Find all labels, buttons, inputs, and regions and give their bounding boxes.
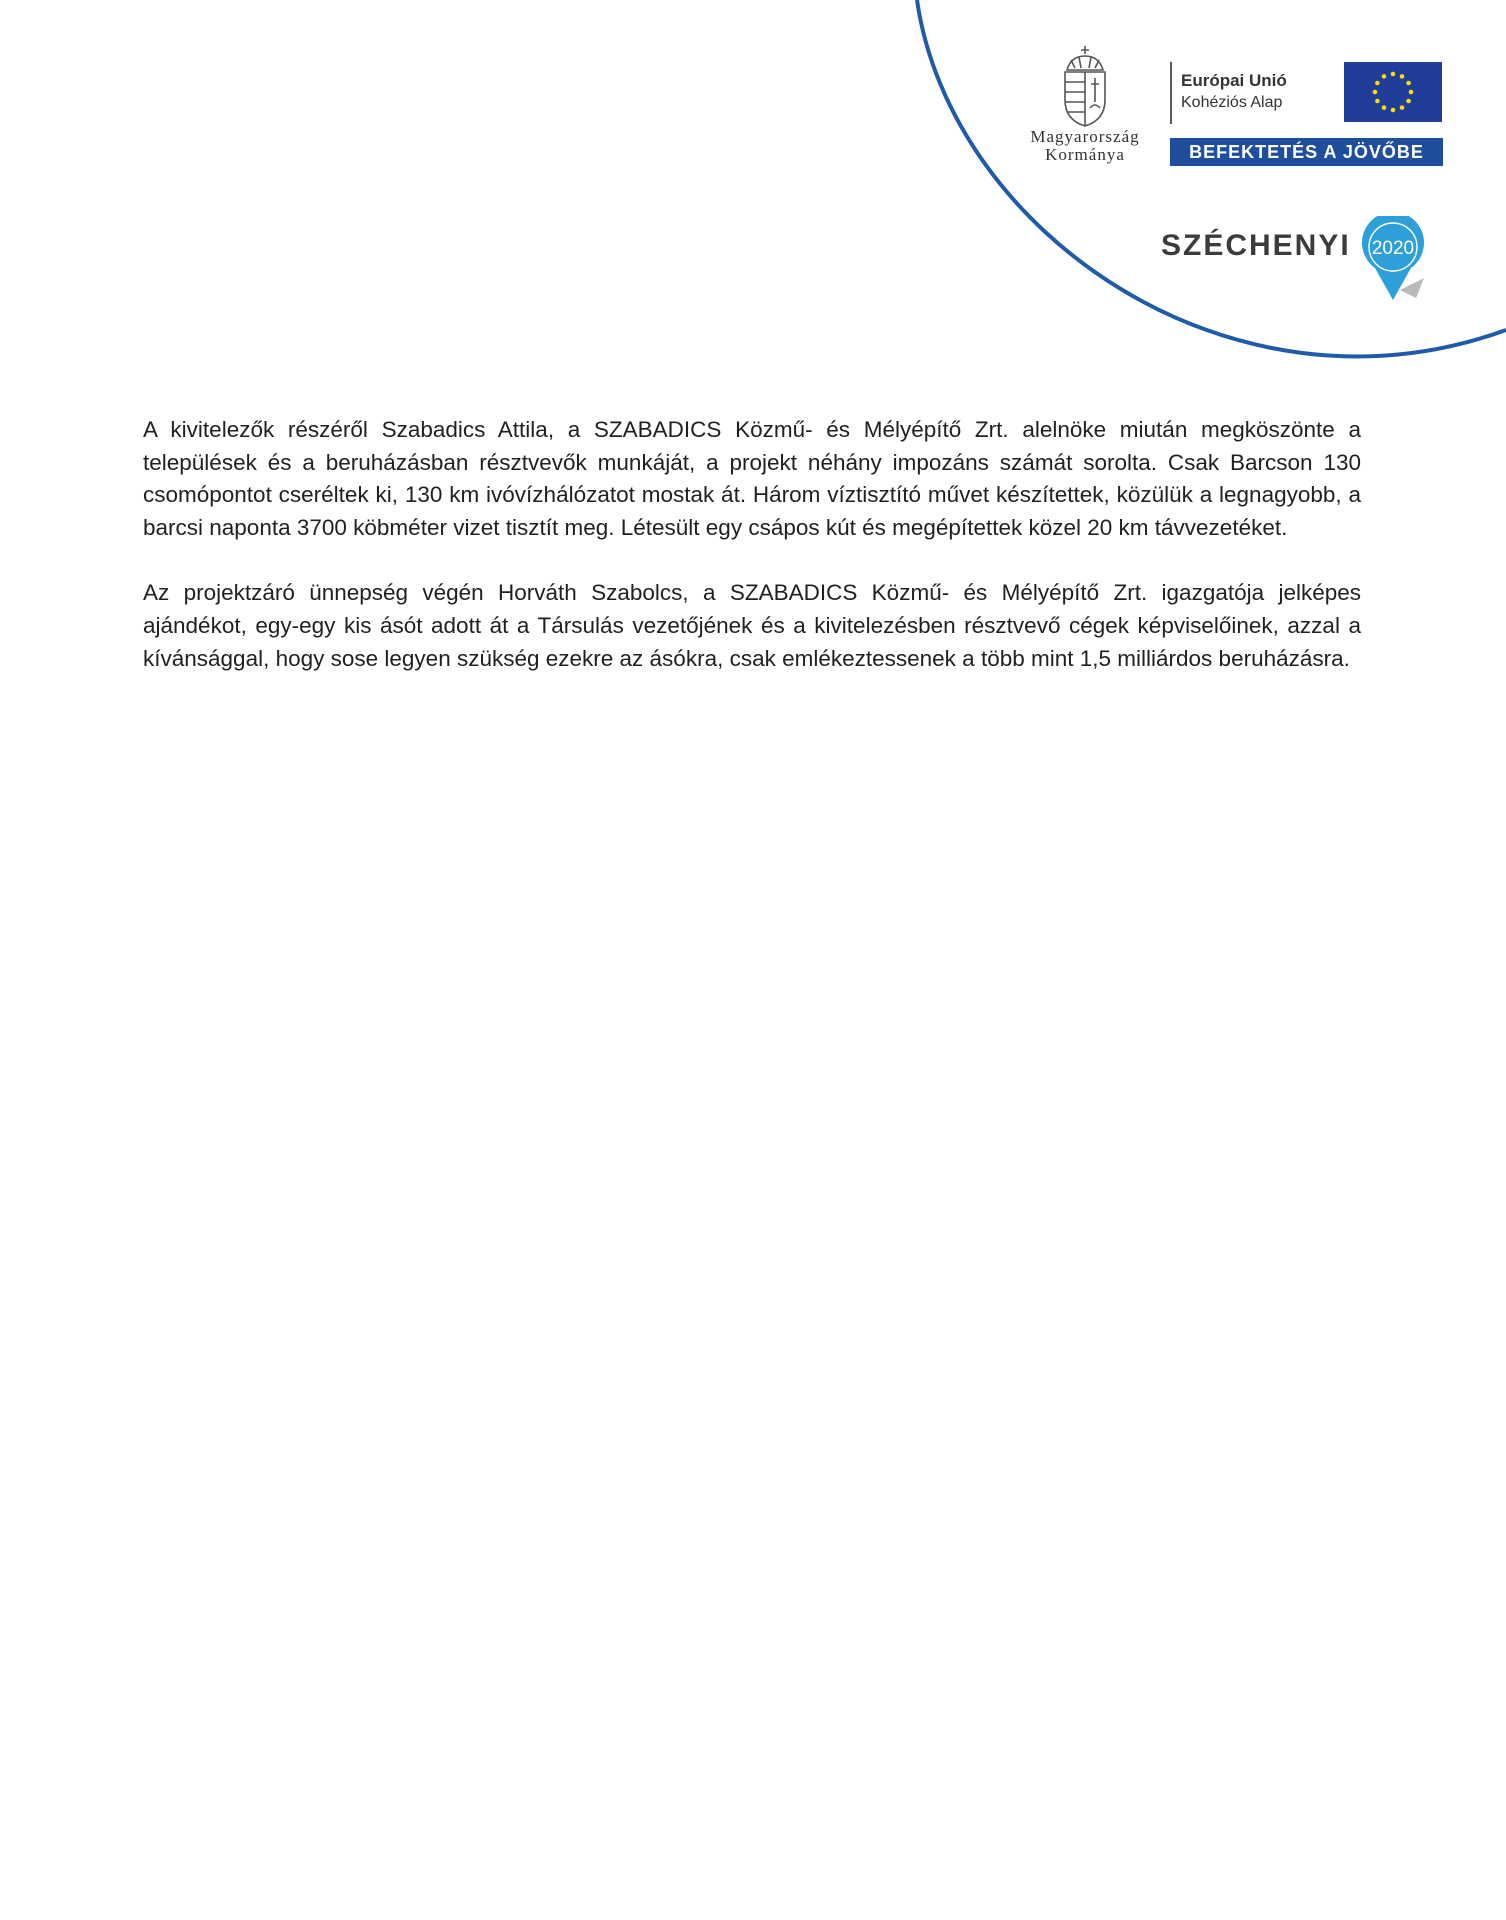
header-arc-decoration — [0, 0, 1506, 400]
invest-in-future-banner: BEFEKTETÉS A JÖVŐBE — [1170, 138, 1443, 166]
paragraph-contractor-summary: A kivitelezők részéről Szabadics Attila, a SZABADICS Közmű- és Mélyépítő Zrt. alelnöke miután megköszönte a települések és a beruházásban résztvevők munkáját, a projekt néhány impozáns számát sorolta. Csak Barcson 130 csomópontot cseréltek ki, 130 km ivóvízhálózatot mostak át. Három víztisztító művet készítettek, közülük a legnagyobb, a barcsi naponta 3700 köbméter vizet tisztít meg. Létesült egy csápos kút és megépítettek közel 20 km távvezetéket. — [143, 417, 1361, 540]
eu-logo-divider — [1170, 62, 1172, 124]
szechenyi-year: 2020 — [1371, 238, 1415, 259]
document-body — [143, 414, 1361, 708]
eu-logo-text — [1181, 70, 1287, 114]
government-logo-line1: Magyarország — [1030, 127, 1140, 146]
eu-logo-subtitle: Kohéziós Alap — [1181, 94, 1283, 111]
government-logo-line2: Kormánya — [1045, 145, 1125, 164]
eu-flag-icon — [1344, 62, 1442, 122]
szechenyi-2020-pin-icon — [1360, 216, 1430, 302]
hungarian-government-logo — [1010, 44, 1160, 174]
paragraph-closing-ceremony: Az projektzáró ünnepség végén Horváth Szabolcs, a SZABADICS Közmű- és Mélyépítő Zrt. igazgatója jelképes ajándékot, egy-egy kis ásót adott át a Társulás vezetőjének és a kivitelezésben résztvevő cégek képviselőinek, azzal a kívánsággal, hogy sose legyen szükség ezekre az ásókra, csak emlékeztessenek a több mint 1,5 milliárdos beruházásra. — [143, 580, 1361, 671]
eu-logo-title: Európai Unió — [1181, 71, 1287, 90]
szechenyi-logo-text: SZÉCHENYI — [1161, 229, 1351, 262]
coat-of-arms-icon — [1057, 44, 1113, 128]
